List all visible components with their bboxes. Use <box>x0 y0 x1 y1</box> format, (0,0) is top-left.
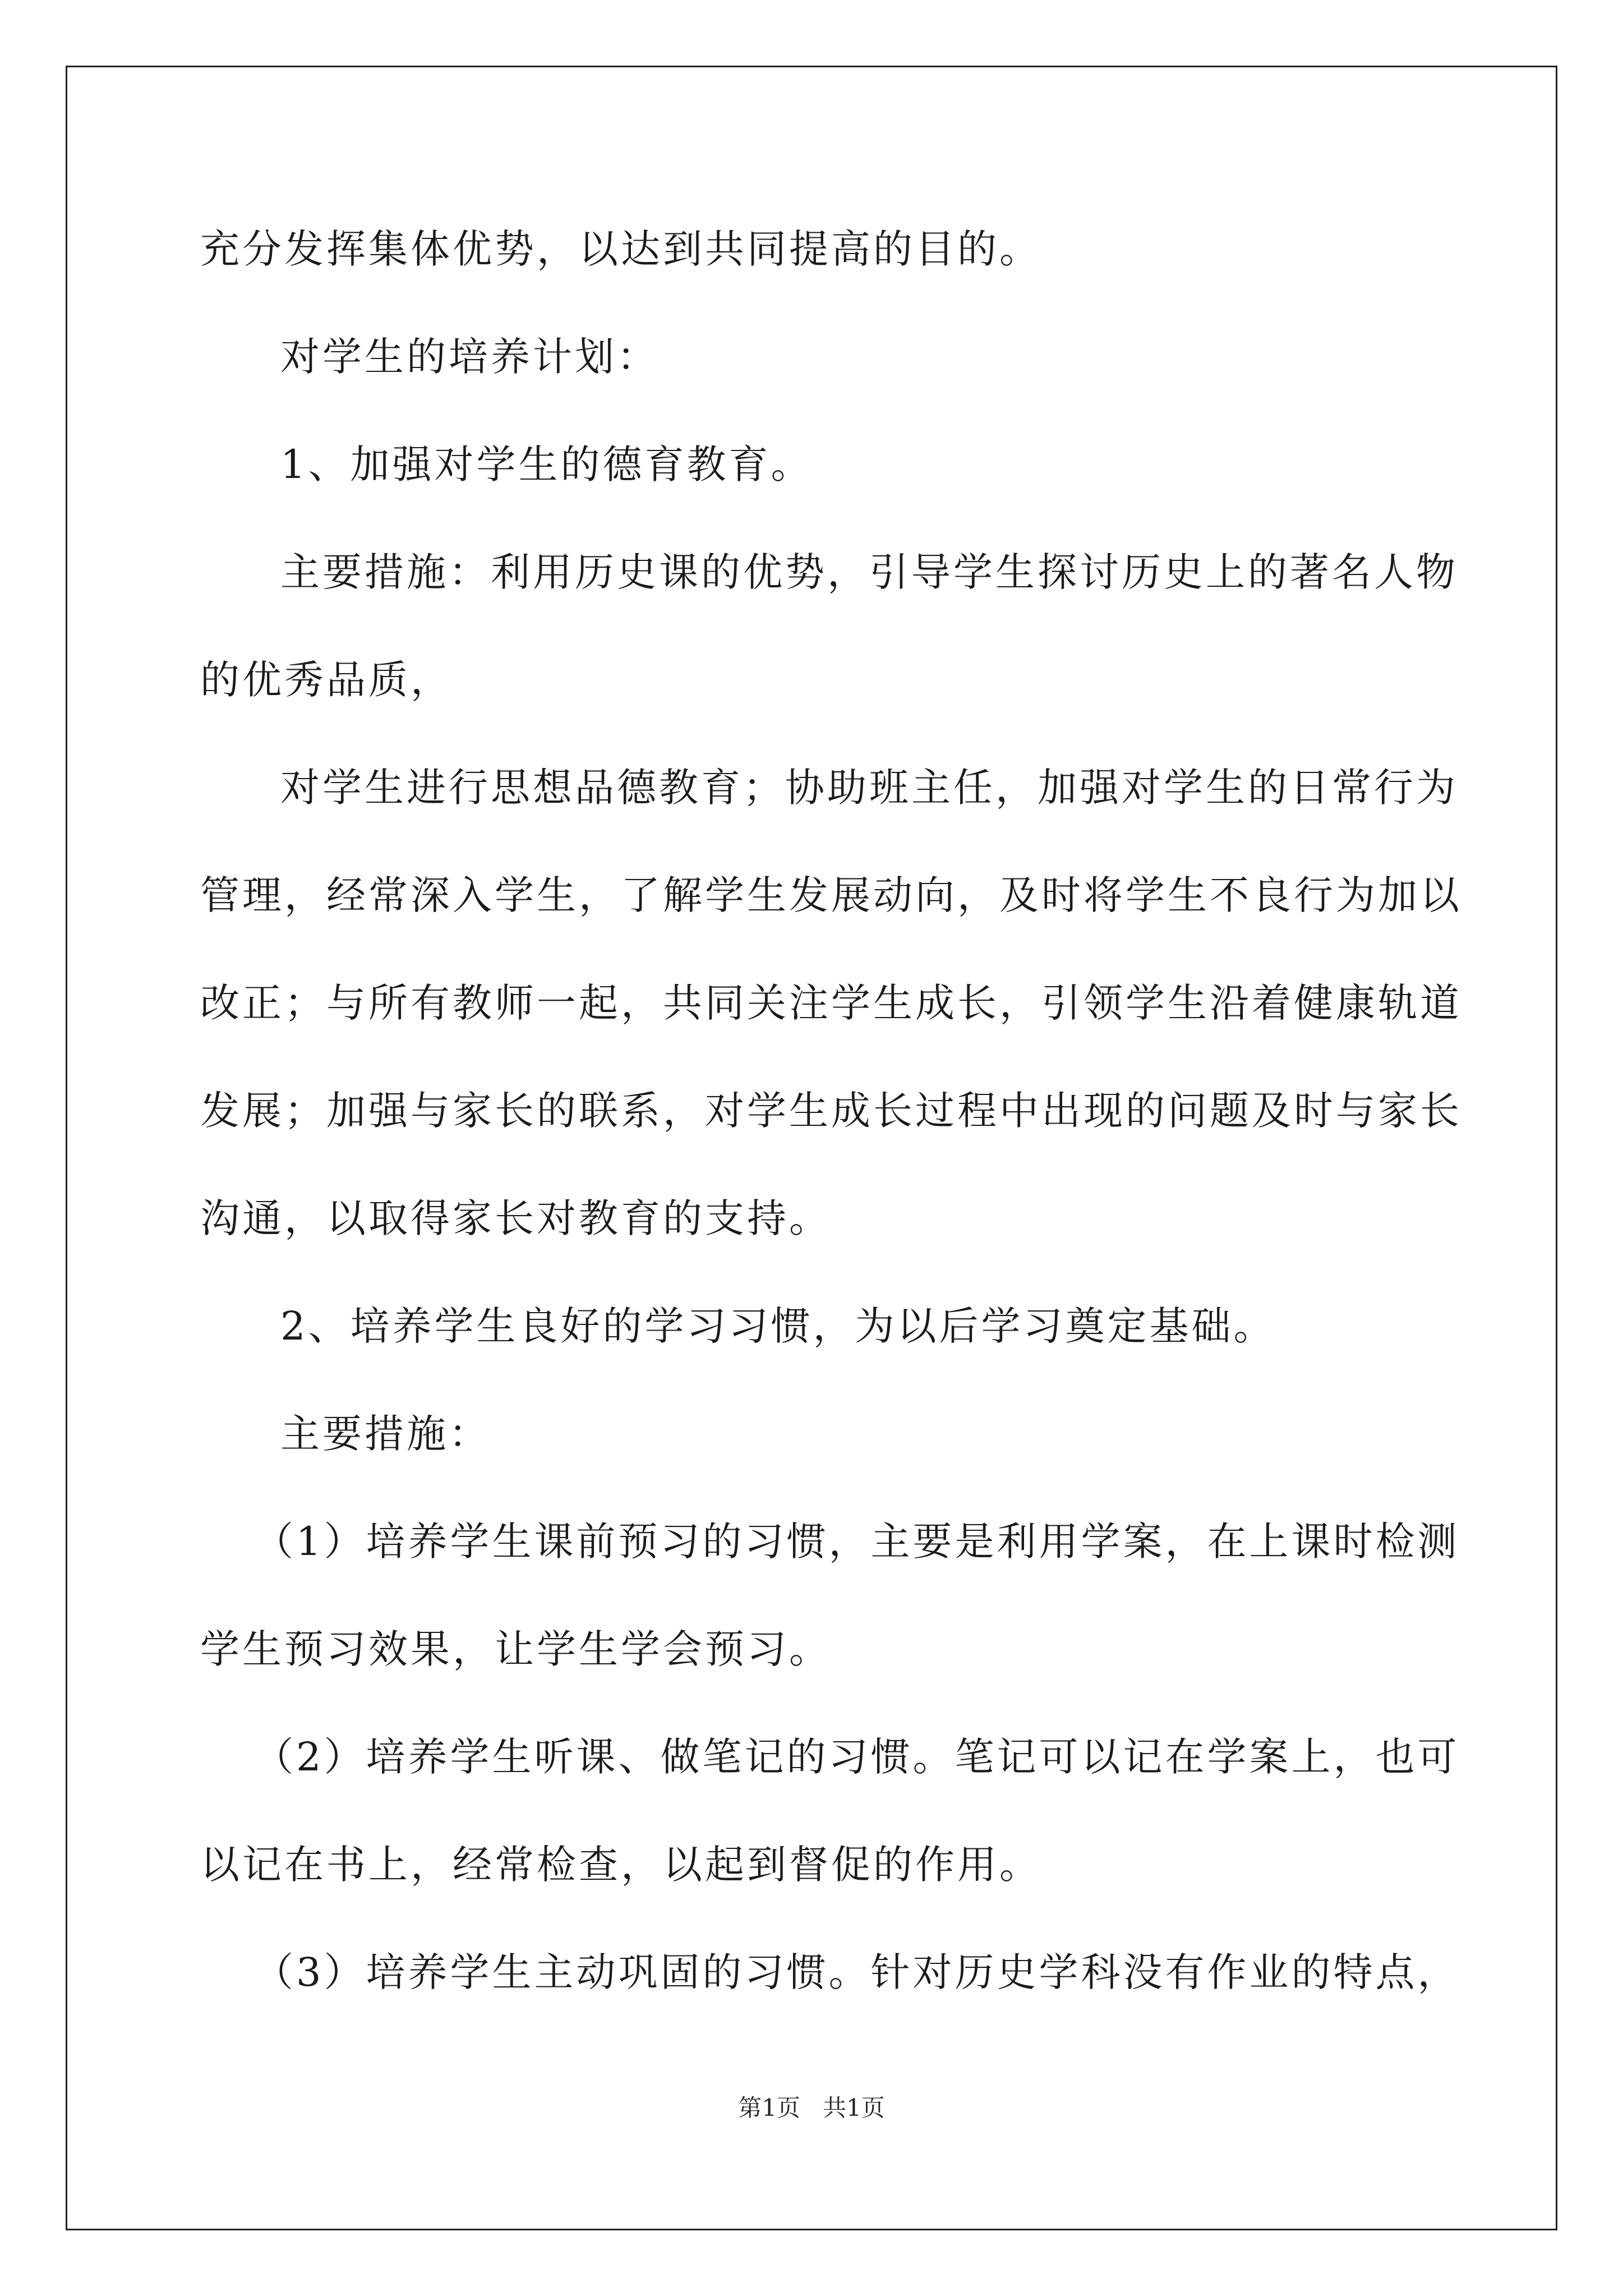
text-line: 发展；加强与家长的联系，对学生成长过程中出现的问题及时与家长 <box>200 1088 1462 1134</box>
text-line: 主要措施：利用历史课的优势，引导学生探讨历史上的著名人物 <box>280 549 1458 595</box>
text-line: 学生预习效果，让学生学会预习。 <box>200 1626 831 1672</box>
text-line: 管理，经常深入学生，了解学生发展动向，及时将学生不良行为加以 <box>200 872 1462 918</box>
text-line: 对学生的培养计划： <box>280 334 659 380</box>
text-line: （1）培养学生课前预习的习惯，主要是利用学案，在上课时检测 <box>254 1519 1460 1565</box>
text-line: 主要措施： <box>280 1411 491 1457</box>
text-line: 充分发挥集体优势，以达到共同提高的目的。 <box>200 226 1041 272</box>
text-line: 对学生进行思想品德教育；协助班主任，加强对学生的日常行为 <box>280 765 1458 811</box>
footer-spacer <box>800 2094 823 2122</box>
text-line: （3）培养学生主动巩固的习惯。针对历史学科没有作业的特点， <box>254 1949 1460 1995</box>
page-footer <box>0 2091 1623 2125</box>
page-number-current: 第1页 <box>738 2094 800 2122</box>
text-line: 沟通，以取得家长对教育的支持。 <box>200 1195 831 1241</box>
text-line: （2）培养学生听课、做笔记的习惯。笔记可以记在学案上，也可 <box>254 1734 1460 1780</box>
text-line: 的优秀品质， <box>200 657 453 703</box>
page-number-total: 共1页 <box>823 2094 885 2122</box>
text-line: 改正；与所有教师一起，共同关注学生成长，引领学生沿着健康轨道 <box>200 980 1462 1026</box>
text-line: 以记在书上，经常检查，以起到督促的作用。 <box>200 1842 1041 1888</box>
page-border <box>66 66 1557 2230</box>
text-line: 2、培养学生良好的学习习惯，为以后学习奠定基础。 <box>280 1303 1276 1349</box>
text-line: 1、加强对学生的德育教育。 <box>280 441 813 487</box>
